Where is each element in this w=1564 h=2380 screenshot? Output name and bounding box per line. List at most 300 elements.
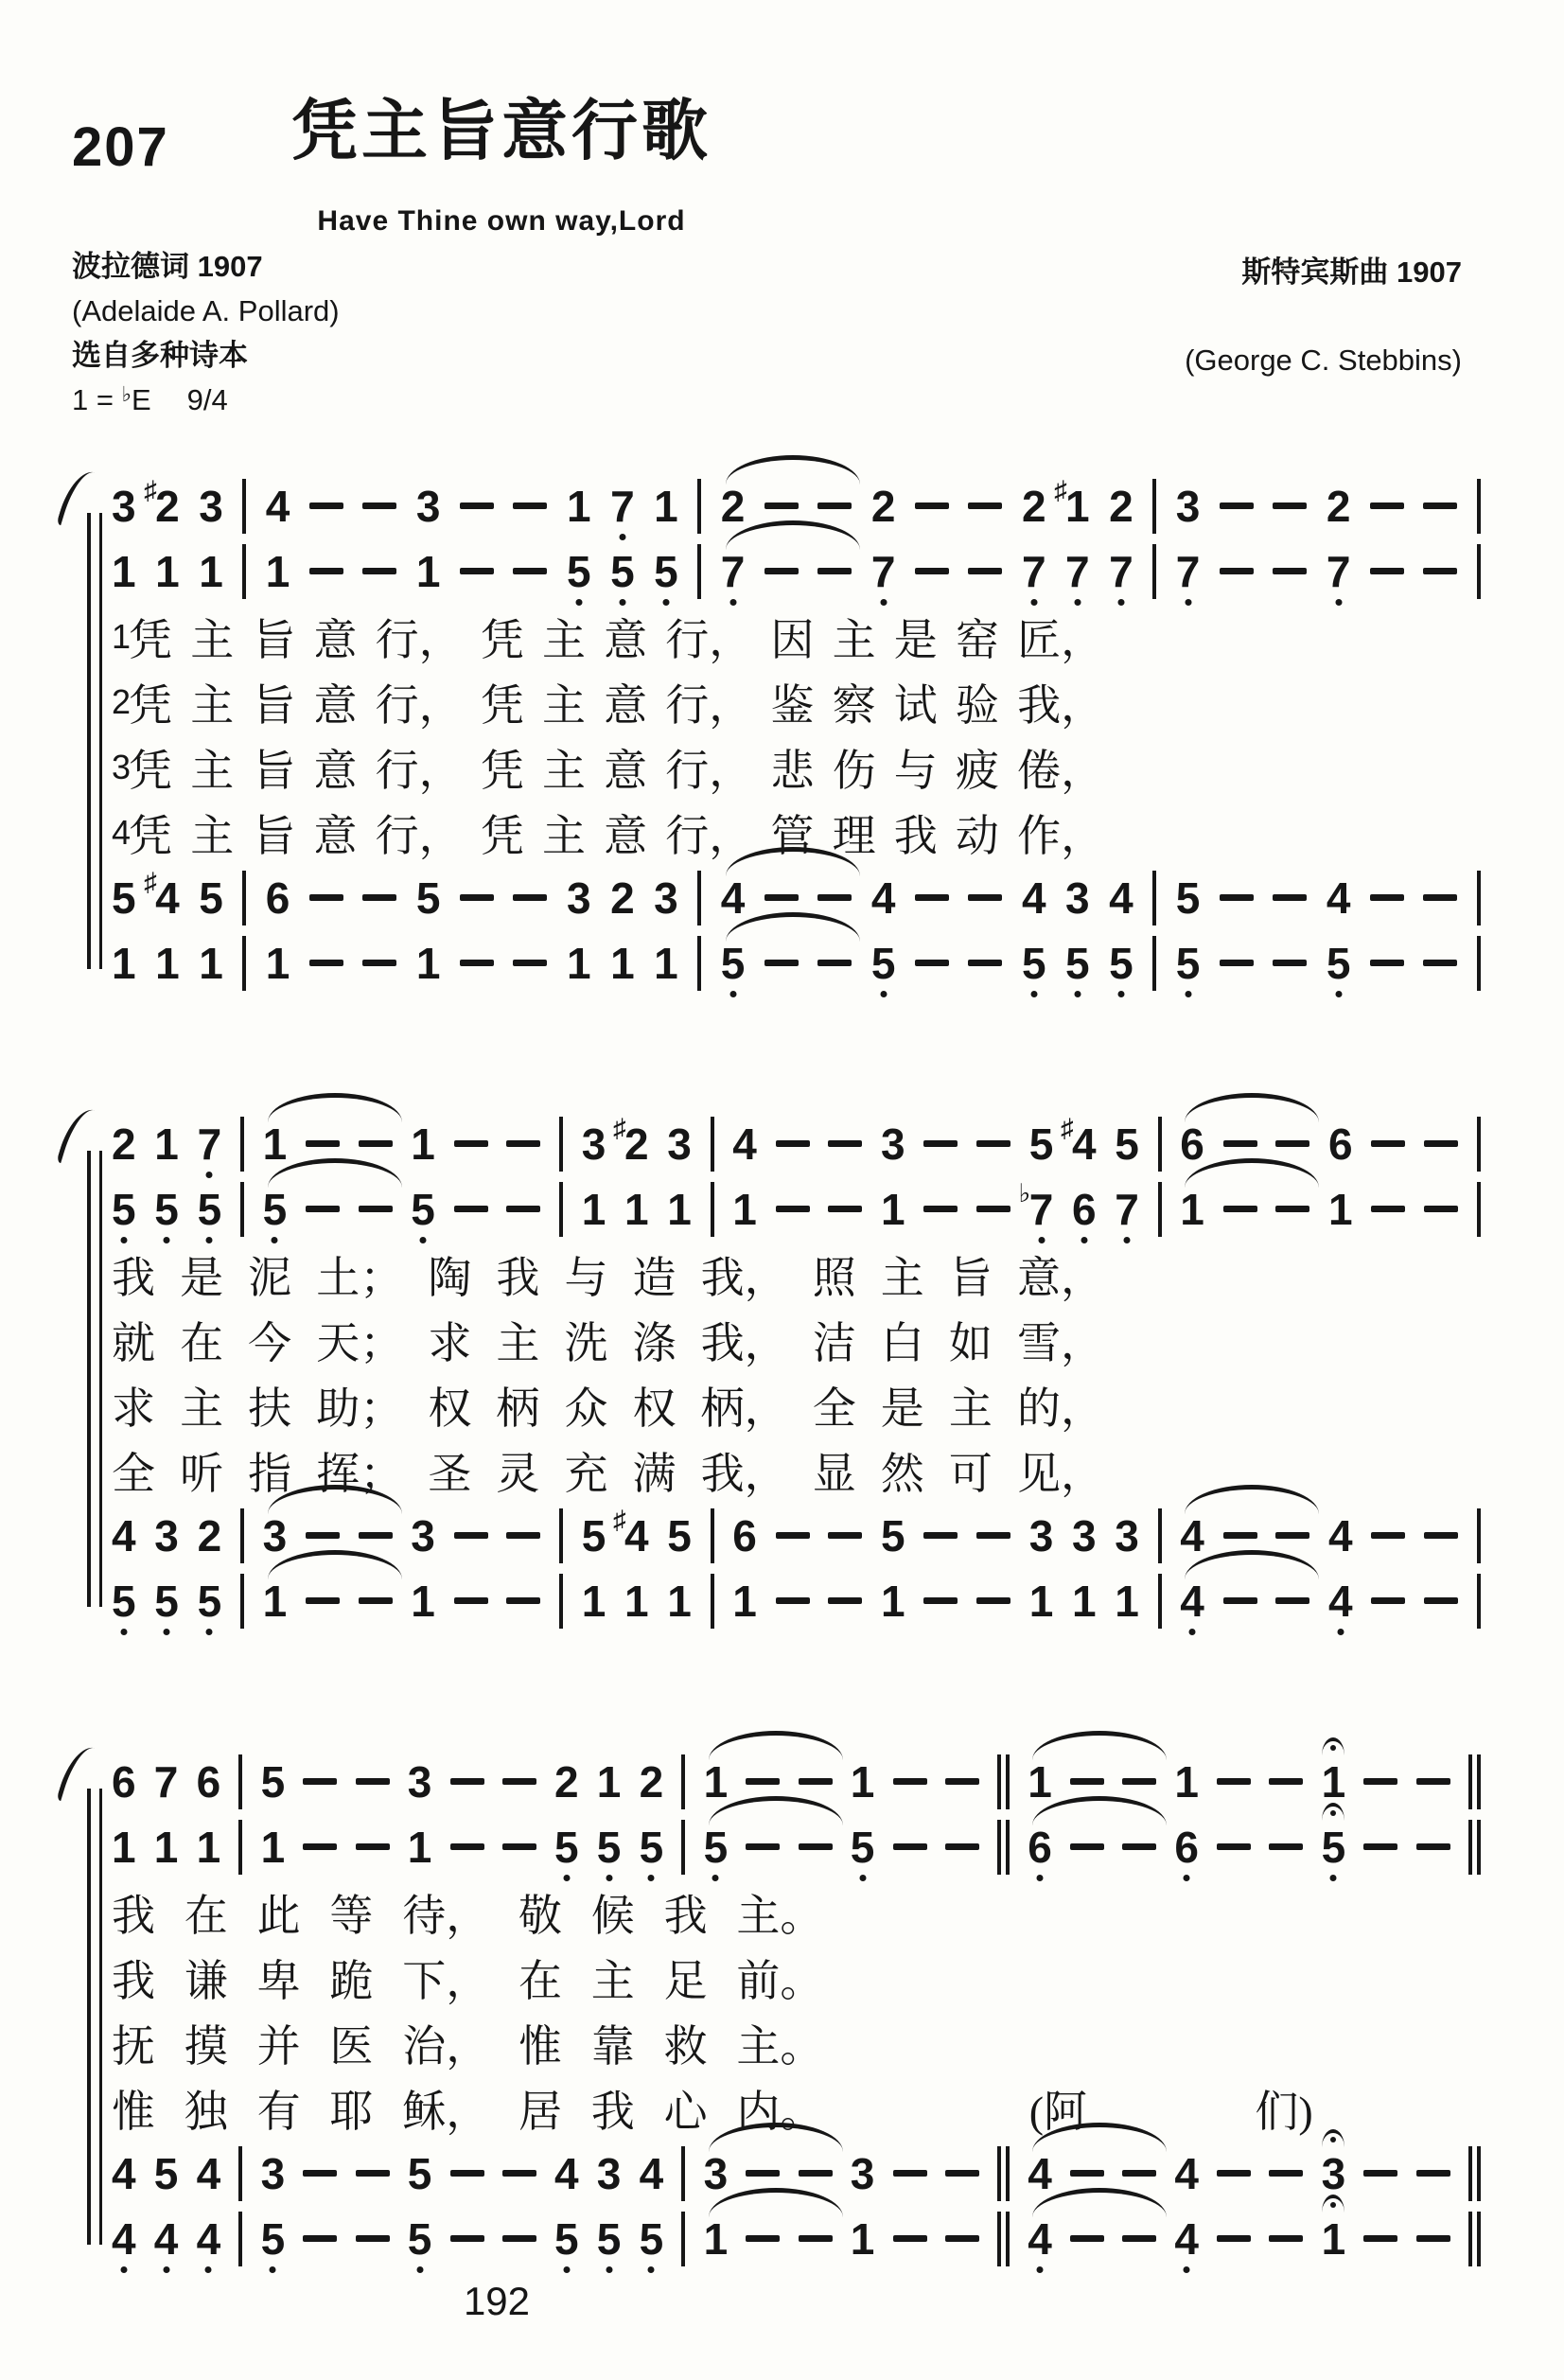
lyric-char: 主 [541,615,586,664]
lyric-char: 动 [955,811,999,860]
duration-dash [506,1206,540,1212]
bass-line [112,930,1481,996]
duration-dash [306,1140,340,1147]
lyric-char: 与 [564,1253,608,1302]
note: 2 [870,481,896,531]
lyric-char: 在 [184,1891,228,1940]
lyric-char: 行， [665,615,753,664]
lyric-char: 是 [180,1253,224,1302]
barline [1477,1508,1481,1563]
note: 1 [411,1119,435,1169]
barline [1152,936,1156,991]
note: 5 [610,546,635,596]
lyric-char: 凭 [480,615,524,664]
lyric-char: 洗 [564,1318,608,1367]
lyric-char: 白 [880,1318,924,1367]
duration-dash [1220,502,1254,509]
lyric-char: 并 [256,2021,301,2071]
note: 5 [153,2148,179,2198]
lyric-char: 待， [402,1891,490,1940]
duration-dash [1220,894,1254,901]
lyric-char: 主 [190,615,235,664]
duration-dash [817,568,852,574]
lyric-char: 行， [375,615,463,664]
note: 2 [639,1756,664,1807]
duration-dash [968,502,1002,509]
lyric-word [112,736,172,799]
duration-dash [1122,1778,1156,1785]
lyrics-row [112,1242,1104,1307]
duration-dash [359,1206,393,1212]
duration-dash [976,1206,1010,1212]
duration-dash [502,2235,536,2242]
duration-dash [356,2235,390,2242]
note: 1 [155,546,180,596]
note: 4 [1028,2213,1052,2264]
note: 1 [415,546,441,596]
duration-dash [923,1140,958,1147]
lyric-char: 我， [700,1318,788,1367]
barline [238,1820,242,1875]
lyric-char: 卑 [256,1956,301,2005]
note: 5 [407,2148,432,2198]
duration-dash [817,894,852,901]
duration-dash [1370,568,1404,574]
lyric-char: 耶 [329,2087,374,2136]
duration-dash [359,1597,393,1604]
barline [240,1508,244,1563]
sharp-icon: ♯ [613,1506,626,1535]
lyric-char: 抚 [112,2021,155,2071]
duration-dash [976,1532,1010,1539]
note: 1 [153,1822,179,1872]
note: 1 [610,938,635,988]
duration-dash [893,1778,927,1785]
lyrics-row [112,1372,1104,1437]
lyric-char: 权 [428,1384,472,1433]
barline [559,1117,563,1172]
duration-dash [1217,1843,1251,1850]
barline [559,1182,563,1237]
lyric-char: 惟 [518,2021,562,2071]
lyric-char: 扶 [248,1384,292,1433]
duration-dash [1269,1843,1303,1850]
note: 1 [1322,1757,1346,1807]
duration-dash [1273,894,1307,901]
barline [1477,1117,1481,1172]
sharp-icon: ♯ [144,476,157,505]
lyric-char: 意， [1016,1253,1104,1302]
duration-dash [1220,960,1254,966]
lyric-char: 是 [893,615,938,664]
barline [559,1508,563,1563]
duration-dash [359,1532,393,1539]
duration-dash [1423,894,1457,901]
note: 3 [566,873,591,923]
note: 5 [667,1510,692,1560]
lyric-char: 是 [880,1384,924,1433]
lyric-char: 今 [248,1318,292,1367]
note: 3 [654,873,678,923]
lyric-char: 我， [700,1449,788,1498]
note: 1 [1180,1184,1204,1234]
duration-dash [1363,2235,1397,2242]
lyric-char: 我 [590,2087,635,2136]
sharp-icon: ♯ [1054,476,1067,505]
note: 1 [732,1576,757,1626]
lyric-char: 全 [812,1384,856,1433]
lyric-char: 我 [112,1253,155,1302]
duration-dash [454,1597,488,1604]
duration-dash [776,1532,810,1539]
duration-dash [915,960,949,966]
note: 2 [1326,481,1351,531]
barline [242,936,246,991]
lyric-char: 行， [665,680,753,730]
lyric-char: 照 [812,1253,856,1302]
duration-dash [1416,1843,1450,1850]
lyric-char: 主。 [736,1891,824,1940]
duration-dash [506,1532,540,1539]
lyric-char: 因 [770,615,815,664]
lyric-char: 窑 [955,615,999,664]
duration-dash [460,960,494,966]
duration-dash [746,2170,780,2177]
note: 1 [199,938,223,988]
hymn-number: 207 [72,116,169,178]
lyric-char: 柄， [700,1384,788,1433]
lyric-char: 意 [604,615,648,664]
note: 1 [881,1184,905,1234]
lyric-char: 充 [564,1449,608,1498]
barline [711,1117,714,1172]
note: 3 [411,1510,435,1560]
lyric-char: 天； [316,1318,404,1367]
note: ♯ 4 [1061,1114,1097,1169]
note: 7 [610,481,635,531]
duration-dash [1371,1206,1405,1212]
sharp-icon: ♯ [613,1114,626,1143]
note: 6 [1180,1119,1204,1169]
note: 5 [581,1510,606,1560]
duration-dash [309,502,343,509]
duration-dash [1275,1206,1309,1212]
lyric-char: 在 [180,1318,224,1367]
note: 3 [581,1119,606,1169]
barline [697,936,701,991]
flat-icon: ♭ [1018,1179,1031,1208]
duration-dash [1070,2170,1104,2177]
barline [240,1117,244,1172]
note: 4 [196,2213,221,2264]
note: 5 [1326,938,1351,988]
note: 3 [154,1510,179,1560]
duration-dash [502,1843,536,1850]
lyric-char: 我 [112,1891,155,1940]
note: 4 [639,2148,664,2198]
lyric-char: 在 [518,1956,562,2005]
duration-dash [1424,1206,1458,1212]
note: 4 [1028,2148,1052,2198]
barline [240,1574,244,1629]
duration-dash [1122,2170,1156,2177]
double-barline [997,1754,1010,1809]
double-barline [1468,1820,1481,1875]
duration-dash [454,1140,488,1147]
note: 1 [624,1576,649,1626]
note: 5 [596,1822,622,1872]
lyric-char: 造 [632,1253,677,1302]
double-barline [1468,1754,1481,1809]
note: 6 [732,1510,757,1560]
barline [697,479,701,534]
duration-dash [513,894,547,901]
duration-dash [1070,1778,1104,1785]
lyric-char: 察 [832,680,876,730]
barline [240,1182,244,1237]
note: 1 [1072,1576,1097,1626]
lyric-char: 行， [375,746,463,795]
lyric-char: 稣， [402,2087,490,2136]
note: 5 [260,1756,286,1807]
key-signature [72,378,340,422]
verse-number: 4 [112,812,132,852]
note: 5 [1065,938,1090,988]
note: 7 [720,546,746,596]
barline [1477,936,1481,991]
lyric-char: 权 [632,1384,677,1433]
lyric-char: 主 [190,680,235,730]
note: 5 [554,2213,579,2264]
lyrics-row [112,1307,1104,1372]
double-barline [1468,2212,1481,2266]
duration-dash [1424,1140,1458,1147]
note: 5 [1175,938,1201,988]
lyrics-row [112,669,1104,734]
barline [681,1754,685,1809]
double-barline [1468,2146,1481,2201]
lyric-char: 匠， [1017,615,1105,664]
page-number: 192 [463,2279,531,2323]
note: 4 [554,2148,579,2198]
lyrics-row [112,1879,823,1945]
duration-dash [356,2170,390,2177]
duration-dash [1370,502,1404,509]
note: 5 [197,1184,222,1234]
lyric-char: (阿 [1028,2087,1088,2136]
duration-dash [968,894,1002,901]
note: 7 [153,1756,179,1807]
duration-dash [817,960,852,966]
note: 7 [870,546,896,596]
duration-dash [362,960,396,966]
duration-dash [450,1843,484,1850]
lyric-char: 然 [880,1449,924,1498]
lyric-char: 凭 [129,746,173,795]
lyric-char: 我 [893,811,938,860]
duration-dash [764,502,799,509]
note: 5 [870,938,896,988]
note: 1 [1328,1184,1353,1234]
note: 7 [1021,546,1046,596]
hymn-subtitle-english: Have Thine own way,Lord [317,205,686,237]
note: 4 [1174,2148,1199,2198]
lyric-char: 行， [375,811,463,860]
lyric-char: 我， [700,1253,788,1302]
duration-dash [923,1597,958,1604]
duration-dash [306,1206,340,1212]
note: ♭ 7 [1018,1179,1054,1234]
lyric-char: 就 [112,1318,155,1367]
note: 1 [196,1822,221,1872]
note: 5 [566,546,591,596]
lyrics-row [112,604,1104,669]
lyric-char: 靠 [590,2021,635,2071]
note: 5 [654,546,678,596]
duration-dash [303,1778,337,1785]
note: 1 [667,1184,692,1234]
note: 2 [112,1119,136,1169]
lyric-char: 土； [316,1253,404,1302]
duration-dash [799,2170,833,2177]
duration-dash [976,1597,1010,1604]
lyric-char: 独 [184,2087,228,2136]
barline [1152,544,1156,599]
lyric-char: 凭 [480,811,524,860]
barline [1152,871,1156,926]
alto-line [112,1176,1481,1242]
note: ♯ 4 [144,868,180,923]
note: 6 [196,1756,221,1807]
note: 7 [1109,546,1133,596]
note: ♯ 2 [613,1114,649,1169]
barline [697,544,701,599]
note: 1 [112,1822,136,1872]
note: 3 [199,481,223,531]
lyric-char: 全 [112,1449,155,1498]
note: 3 [1175,481,1201,531]
lyric-char: 等 [329,1891,374,1940]
duration-dash [828,1140,862,1147]
lyric-char: 意 [313,680,358,730]
duration-dash [1275,1597,1309,1604]
duration-dash [454,1532,488,1539]
duration-dash [1363,1843,1397,1850]
lyric-char: 候 [590,1891,635,1940]
note: 1 [265,546,290,596]
duration-dash [1220,568,1254,574]
note: 1 [654,938,678,988]
system-3 [112,1749,1481,2271]
duration-dash [1423,568,1457,574]
note: 1 [1028,1756,1052,1807]
note: 4 [732,1119,757,1169]
note: 3 [703,2148,729,2198]
duration-dash [1370,894,1404,901]
lyric-char: 内。 [736,2087,824,2136]
note: 1 [881,1576,905,1626]
composer-chinese: 斯特宾斯曲 1907 [1241,256,1462,289]
double-barline [997,2146,1010,2201]
duration-dash [303,2170,337,2177]
note: 2 [554,1756,579,1807]
barline [1477,871,1481,926]
barline [1477,1182,1481,1237]
note: 3 [1322,2149,1346,2198]
note: 5 [881,1510,905,1560]
note: 5 [199,873,223,923]
note: 1 [265,938,290,988]
duration-dash [1423,960,1457,966]
note: 6 [1028,1822,1052,1872]
duration-dash [1223,1532,1257,1539]
duration-dash [764,894,799,901]
duration-dash [1370,960,1404,966]
lyric-char: 求 [112,1384,155,1433]
duration-dash [1217,2170,1251,2177]
duration-dash [1070,1843,1104,1850]
lyric-char: 助； [316,1384,404,1433]
hymn-title: 凭主旨意行歌 [291,94,712,167]
note: 1 [1322,2214,1346,2264]
duration-dash [502,1778,536,1785]
note: 1 [850,2213,875,2264]
duration-dash [893,1843,927,1850]
note: 3 [667,1119,692,1169]
duration-dash [945,2235,979,2242]
double-barline [997,2212,1010,2266]
duration-dash [923,1532,958,1539]
lyric-char: 主 [541,811,586,860]
note: 1 [1028,1576,1054,1626]
duration-dash [764,568,799,574]
note: 5 [554,1822,579,1872]
note: 1 [112,938,136,988]
note: 1 [703,2213,729,2264]
barline [1477,479,1481,534]
lyrics-row [112,734,1104,800]
lyric-char: 凭 [129,615,173,664]
lyric-char: 与 [893,746,938,795]
note: 5 [154,1184,179,1234]
lyric-char: 足 [663,1956,708,2005]
duration-dash [1269,2235,1303,2242]
duration-dash [1217,1778,1251,1785]
duration-dash [1416,1778,1450,1785]
alto-line [112,1814,1481,1879]
barline [681,1820,685,1875]
lyric-char: 如 [948,1318,993,1367]
lyrics-row [112,2010,823,2075]
lyrics-row [112,1437,1104,1503]
lyric-char: 旨 [252,746,296,795]
barline [1152,479,1156,534]
lyric-char: 主 [948,1384,993,1433]
note: 5 [1109,938,1133,988]
lyric-char: 见， [1016,1449,1104,1498]
lyric-char: 意 [604,811,648,860]
duration-dash [303,1843,337,1850]
lyric-char: 倦， [1017,746,1105,795]
lyric-char: 挥； [316,1449,404,1498]
note: 3 [1028,1510,1054,1560]
duration-dash [506,1140,540,1147]
lyric-char: 凭 [129,811,173,860]
lyric-char: 主。 [736,2021,824,2071]
lyric-char: 悲 [770,746,815,795]
note: 1 [262,1576,288,1626]
note: 3 [112,481,136,531]
